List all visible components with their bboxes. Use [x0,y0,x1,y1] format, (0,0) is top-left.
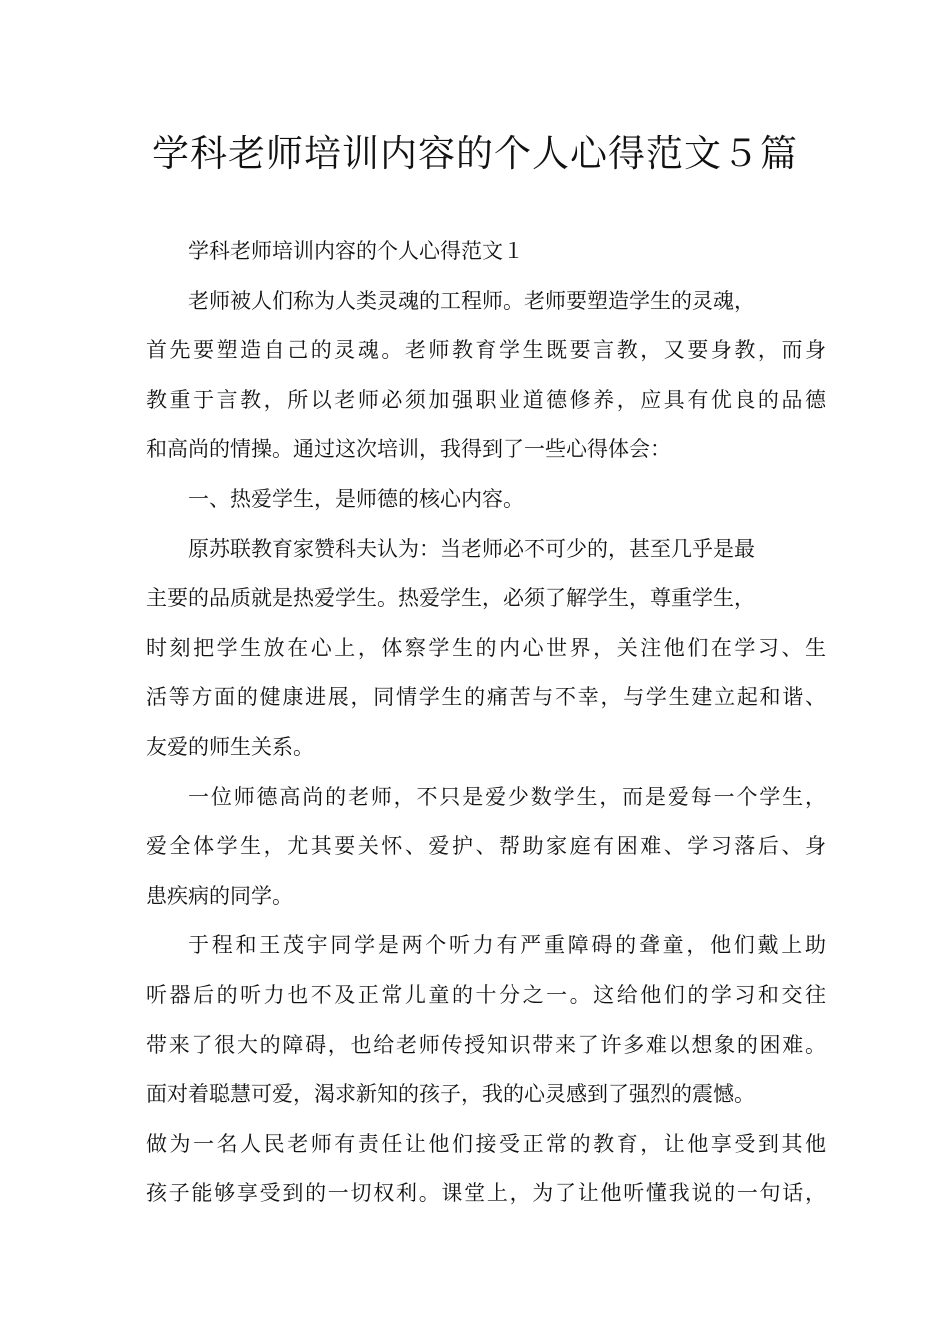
body-line: 听器后的听力也不及正常儿童的十分之一。这给他们的学习和交往 [146,982,826,1007]
body-line: 活等方面的健康进展，同情学生的痛苦与不幸，与学生建立起和谐、 [146,685,826,710]
body-line: 老师被人们称为人类灵魂的工程师。老师要塑造学生的灵魂， [188,288,755,313]
body-line: 主要的品质就是热爱学生。热爱学生，必须了解学生，尊重学生， [146,586,755,611]
body-line: 学科老师培训内容的个人心得范文１ [188,239,524,263]
body-line: 于程和王茂宇同学是两个听力有严重障碍的聋童，他们戴上助 [188,933,826,958]
body-line: 孩子能够享受到的一切权利。课堂上，为了让他听懂我说的一句话， [146,1181,826,1206]
body-line: 友爱的师生关系。 [146,734,314,759]
body-line: 爱全体学生，尤其要关怀、爱护、帮助家庭有困难、学习落后、身 [146,834,826,859]
body-line: 首先要塑造自己的灵魂。老师教育学生既要言教，又要身教，而身 [146,338,826,363]
body-line: 原苏联教育家赞科夫认为：当老师必不可少的，甚至几乎是最 [188,536,755,561]
body-line: 一、热爱学生，是师德的核心内容。 [188,486,524,511]
document-title: 学科老师培训内容的个人心得范文５篇 [152,132,798,175]
body-line: 面对着聪慧可爱，渴求新知的孩子，我的心灵感到了强烈的震憾。 [146,1082,755,1107]
body-line: 和高尚的情操。通过这次培训，我得到了一些心得体会： [146,437,671,462]
document-body [146,227,826,1219]
body-line: 带来了很大的障碍，也给老师传授知识带来了许多难以想象的困难。 [146,1032,826,1057]
body-line: 教重于言教，所以老师必须加强职业道德修养，应具有优良的品德 [146,387,826,412]
body-line: 时刻把学生放在心上，体察学生的内心世界，关注他们在学习、生 [146,635,826,660]
body-line: 做为一名人民老师有责任让他们接受正常的教育，让他享受到其他 [146,1131,826,1156]
body-line: 一位师德高尚的老师，不只是爱少数学生，而是爱每一个学生， [188,784,826,809]
body-line: 患疾病的同学。 [146,883,293,908]
